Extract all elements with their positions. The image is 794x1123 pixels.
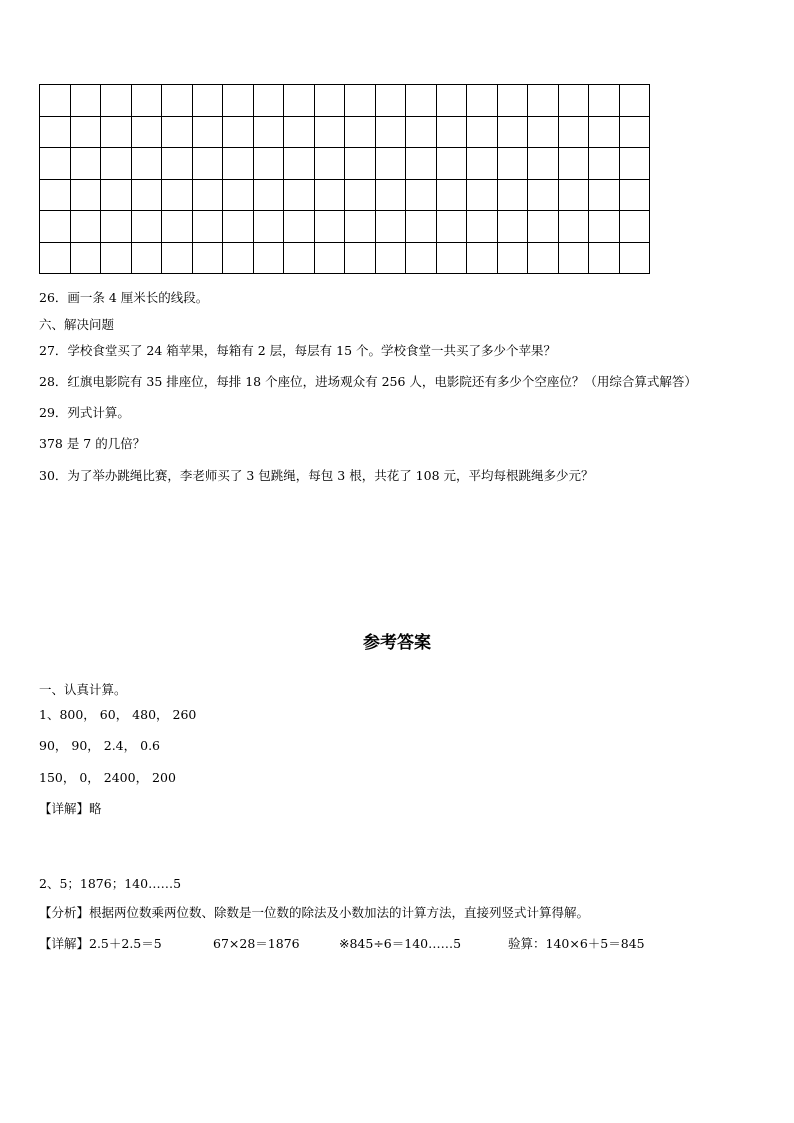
grid-cell	[284, 85, 315, 117]
answer-2-detail-part-1: 【详解】2.5＋2.5＝5	[39, 936, 162, 951]
answer-1-line-3: 150， 0， 2400， 200	[39, 770, 176, 785]
grid-cell	[253, 179, 284, 211]
section-6-heading: 六、解决问题	[39, 317, 115, 332]
answer-2-line: 2、5；1876；140……5	[39, 876, 182, 891]
grid-cell	[131, 242, 162, 274]
grid-cell	[436, 85, 467, 117]
grid-cell	[497, 116, 528, 148]
grid-row	[40, 85, 650, 117]
grid-cell	[528, 179, 559, 211]
grid-cell	[314, 242, 345, 274]
grid-row	[40, 211, 650, 243]
grid-cell	[70, 242, 101, 274]
grid-cell	[40, 148, 71, 180]
grid-row	[40, 116, 650, 148]
grid-cell	[528, 116, 559, 148]
grid-cell	[467, 148, 498, 180]
grid-cell	[619, 179, 650, 211]
question-26: 26．画一条 4 厘米长的线段。	[39, 290, 209, 305]
grid-cell	[284, 242, 315, 274]
grid-cell	[619, 116, 650, 148]
grid-cell	[131, 85, 162, 117]
grid-cell	[497, 179, 528, 211]
answer-1-line-1: 1、800， 60， 480， 260	[39, 707, 197, 722]
grid-cell	[40, 242, 71, 274]
grid-cell	[406, 85, 437, 117]
grid-cell	[589, 116, 620, 148]
grid-cell	[162, 242, 193, 274]
question-29-sub: 378 是 7 的几倍？	[39, 436, 146, 451]
grid-cell	[70, 116, 101, 148]
grid-cell	[375, 85, 406, 117]
grid-cell	[192, 85, 223, 117]
grid-cell	[223, 148, 254, 180]
grid-cell	[345, 116, 376, 148]
grid-cell	[558, 179, 589, 211]
grid-cell	[558, 85, 589, 117]
grid-cell	[253, 148, 284, 180]
grid-cell	[619, 148, 650, 180]
grid-cell	[558, 116, 589, 148]
grid-cell	[223, 85, 254, 117]
answer-2-detail-part-4: 验算：140×6＋5＝845	[508, 936, 645, 951]
grid-cell	[345, 148, 376, 180]
answer-2-detail-part-2: 67×28＝1876	[213, 936, 300, 951]
grid-cell	[314, 116, 345, 148]
grid-cell	[162, 148, 193, 180]
grid-cell	[558, 211, 589, 243]
grid-cell	[436, 148, 467, 180]
grid-cell	[70, 85, 101, 117]
grid-cell	[70, 211, 101, 243]
grid-cell	[406, 116, 437, 148]
grid-cell	[314, 85, 345, 117]
grid-cell	[101, 148, 132, 180]
grid-cell	[406, 211, 437, 243]
grid-cell	[284, 179, 315, 211]
grid-cell	[192, 148, 223, 180]
grid-cell	[589, 148, 620, 180]
grid-cell	[162, 179, 193, 211]
answer-1-line-2: 90， 90， 2.4， 0.6	[39, 738, 160, 753]
grid-cell	[345, 85, 376, 117]
grid-cell	[192, 179, 223, 211]
grid-cell	[253, 211, 284, 243]
grid-cell	[70, 179, 101, 211]
grid-cell	[192, 211, 223, 243]
answer-1-detail: 【详解】略	[39, 801, 102, 816]
grid-cell	[558, 242, 589, 274]
grid-cell	[253, 116, 284, 148]
grid-cell	[528, 211, 559, 243]
grid-cell	[131, 179, 162, 211]
grid-cell	[40, 179, 71, 211]
grid-cell	[436, 211, 467, 243]
grid-cell	[558, 148, 589, 180]
grid-cell	[284, 148, 315, 180]
grid-cell	[253, 85, 284, 117]
grid-cell	[528, 85, 559, 117]
grid-cell	[375, 242, 406, 274]
answer-section-1: 一、认真计算。	[39, 682, 127, 697]
grid-cell	[528, 148, 559, 180]
grid-cell	[345, 179, 376, 211]
grid-cell	[131, 116, 162, 148]
grid-cell	[528, 242, 559, 274]
grid-cell	[314, 179, 345, 211]
question-28: 28．红旗电影院有 35 排座位，每排 18 个座位，进场观众有 256 人，电影院还有多少个空座位？（用综合算式解答）	[39, 374, 697, 389]
grid-cell	[345, 211, 376, 243]
grid-cell	[467, 211, 498, 243]
grid-cell	[192, 116, 223, 148]
grid-cell	[406, 242, 437, 274]
writing-grid	[39, 84, 650, 274]
grid-cell	[223, 116, 254, 148]
grid-cell	[467, 179, 498, 211]
grid-row	[40, 242, 650, 274]
grid-cell	[467, 85, 498, 117]
grid-cell	[375, 179, 406, 211]
question-30: 30．为了举办跳绳比赛，李老师买了 3 包跳绳，每包 3 根，共花了 108 元，平均每根跳绳多少元？	[39, 468, 594, 483]
grid-cell	[253, 242, 284, 274]
grid-cell	[192, 242, 223, 274]
grid-cell	[284, 211, 315, 243]
grid-cell	[619, 85, 650, 117]
grid-cell	[467, 242, 498, 274]
question-29: 29．列式计算。	[39, 405, 130, 420]
grid-cell	[436, 116, 467, 148]
grid-cell	[497, 85, 528, 117]
grid-cell	[589, 85, 620, 117]
grid-cell	[619, 211, 650, 243]
grid-cell	[284, 116, 315, 148]
grid-cell	[589, 179, 620, 211]
grid-cell	[223, 242, 254, 274]
grid-cell	[467, 116, 498, 148]
answer-2-detail-part-3: ※845÷6＝140……5	[339, 936, 462, 951]
grid-cell	[497, 148, 528, 180]
grid-cell	[345, 242, 376, 274]
grid-cell	[70, 148, 101, 180]
grid-cell	[406, 148, 437, 180]
grid-cell	[619, 242, 650, 274]
grid-cell	[131, 211, 162, 243]
grid-cell	[406, 179, 437, 211]
grid-cell	[101, 242, 132, 274]
grid-cell	[223, 211, 254, 243]
grid-cell	[314, 211, 345, 243]
answer-key-title: 参考答案	[363, 633, 431, 653]
grid-cell	[497, 242, 528, 274]
grid-cell	[101, 85, 132, 117]
answer-2-detail	[39, 936, 739, 952]
grid-cell	[40, 211, 71, 243]
grid-cell	[40, 85, 71, 117]
grid-row	[40, 148, 650, 180]
grid-cell	[436, 179, 467, 211]
grid-cell	[101, 211, 132, 243]
grid-cell	[497, 211, 528, 243]
answer-2-analysis: 【分析】根据两位数乘两位数、除数是一位数的除法及小数加法的计算方法，直接列竖式计算得解。	[39, 905, 590, 920]
grid-cell	[375, 116, 406, 148]
grid-cell	[589, 211, 620, 243]
grid-cell	[223, 179, 254, 211]
grid-cell	[101, 179, 132, 211]
grid-row	[40, 179, 650, 211]
grid-cell	[131, 148, 162, 180]
grid-cell	[101, 116, 132, 148]
grid-cell	[40, 116, 71, 148]
grid-cell	[436, 242, 467, 274]
grid-cell	[589, 242, 620, 274]
grid-cell	[375, 148, 406, 180]
grid-cell	[162, 116, 193, 148]
grid-cell	[162, 85, 193, 117]
grid-cell	[162, 211, 193, 243]
question-27: 27．学校食堂买了 24 箱苹果，每箱有 2 层，每层有 15 个。学校食堂一共买了多少个苹果？	[39, 343, 557, 358]
grid-cell	[314, 148, 345, 180]
grid-cell	[375, 211, 406, 243]
